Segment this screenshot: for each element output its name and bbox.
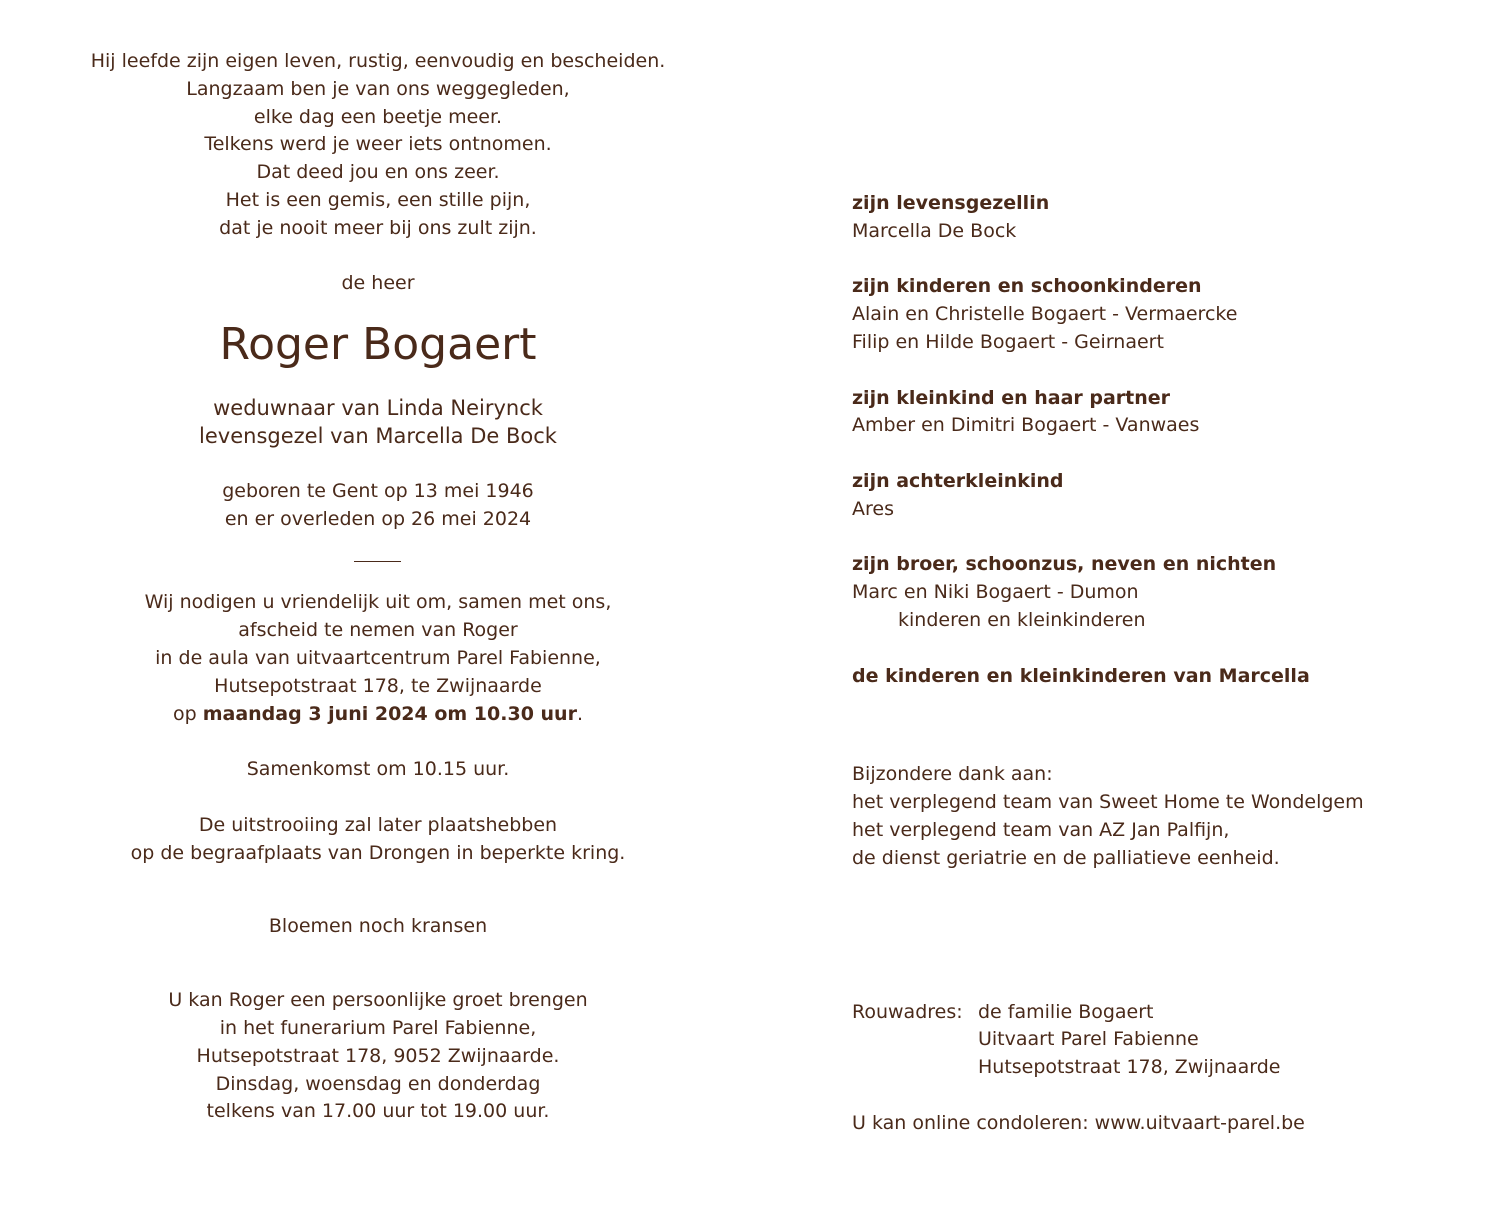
invitation-line: Wij nodigen u vriendelijk uit om, samen met ons,	[144, 591, 612, 614]
family-name: Filip en Hilde Bogaert - Geirnaert	[852, 330, 1164, 353]
mourning-address	[852, 999, 1492, 1082]
thanks-line: de dienst geriatrie en de palliatieve eenheid.	[852, 846, 1280, 869]
poem	[40, 48, 716, 243]
ceremony-date: op maandag 3 juni 2024 om 10.30 uur.	[172, 702, 583, 725]
separator	[40, 548, 716, 576]
birth-date: geboren te Gent op 13 mei 1946	[222, 479, 534, 502]
title-prefix: de heer	[341, 272, 415, 295]
visit-line: Dinsdag, woensdag en donderdag	[215, 1072, 541, 1095]
mourning-address-line: de familie Bogaert	[978, 1000, 1154, 1023]
online-condolence: U kan online condoleren: www.uitvaart-parel.be	[852, 1111, 1305, 1134]
poem-line: dat je nooit meer bij ons zult zijn.	[219, 216, 537, 239]
mourning-address-label: Rouwadres:	[852, 1000, 963, 1023]
death-date: en er overleden op 26 mei 2024	[224, 507, 532, 530]
visit-line: U kan Roger een persoonlijke groet brengen	[168, 989, 588, 1012]
poem-line: Langzaam ben je van ons weggegleden,	[186, 77, 570, 100]
visit-line: telkens van 17.00 uur tot 19.00 uur.	[206, 1100, 550, 1123]
family-name: Alain en Christelle Bogaert - Vermaercke	[852, 303, 1238, 326]
family-name: Amber en Dimitri Bogaert - Vanwaes	[852, 414, 1200, 437]
poem-line: Telkens werd je weer iets ontnomen.	[204, 133, 552, 156]
family-heading: de kinderen en kleinkinderen van Marcella	[852, 664, 1310, 687]
thanks-line: het verplegend team van Sweet Home te Wondelgem	[852, 791, 1364, 814]
thanks-line: Bijzondere dank aan:	[852, 763, 1053, 786]
flowers-note: Bloemen noch kransen	[268, 915, 488, 938]
family-heading: zijn kleinkind en haar partner	[852, 386, 1171, 409]
scattering-line: De uitstrooiing zal later plaatshebben	[198, 813, 558, 836]
poem-line: Hij leefde zijn eigen leven, rustig, eenvoudig en bescheiden.	[90, 50, 666, 72]
scattering-line: op de begraafplaats van Drongen in beperkte kring.	[130, 841, 626, 864]
invitation-line: Hutsepotstraat 178, te Zwijnaarde	[214, 674, 542, 697]
right-column	[852, 190, 1492, 1138]
family-name: Ares	[852, 497, 894, 520]
invitation-line: afscheid te nemen van Roger	[238, 619, 518, 642]
relation-line: weduwnaar van Linda Neirynck	[213, 396, 543, 421]
family-heading: zijn broer, schoonzus, neven en nichten	[852, 553, 1277, 576]
poem-line: elke dag een beetje meer.	[253, 105, 503, 128]
gathering-time: Samenkomst om 10.15 uur.	[246, 758, 510, 781]
poem-line: Het is een gemis, een stille pijn,	[225, 188, 531, 211]
family-heading: zijn kinderen en schoonkinderen	[852, 275, 1202, 298]
family-name: Marcella De Bock	[852, 219, 1017, 242]
invitation-line: in de aula van uitvaartcentrum Parel Fabienne,	[155, 646, 601, 669]
family-heading: zijn levensgezellin	[852, 192, 1050, 214]
family-heading: zijn achterkleinkind	[852, 469, 1064, 492]
thanks-line: het verplegend team van AZ Jan Palfijn,	[852, 818, 1230, 841]
left-column	[40, 48, 716, 1126]
relation-line: levensgezel van Marcella De Bock	[199, 424, 557, 449]
visit-line: in het funerarium Parel Fabienne,	[219, 1016, 537, 1039]
mourning-address-line: Hutsepotstraat 178, Zwijnaarde	[978, 1056, 1281, 1079]
deceased-name: Roger Bogaert	[219, 319, 537, 371]
mourning-address-line: Uitvaart Parel Fabienne	[978, 1028, 1199, 1051]
poem-line: Dat deed jou en ons zeer.	[256, 161, 500, 184]
visit-line: Hutsepotstraat 178, 9052 Zwijnaarde.	[196, 1044, 560, 1067]
family-name-indented: kinderen en kleinkinderen	[898, 608, 1146, 631]
family-name: Marc en Niki Bogaert - Dumon	[852, 581, 1139, 604]
